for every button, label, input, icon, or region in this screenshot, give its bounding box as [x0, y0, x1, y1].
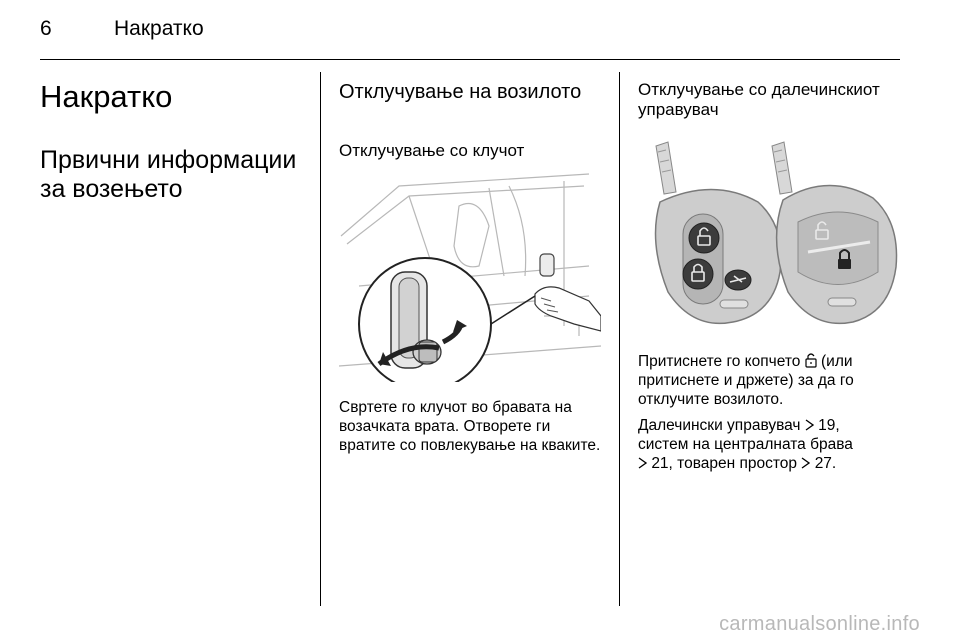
- running-header-title: Накратко: [114, 17, 204, 40]
- remote-text-after-button: (или притиснете и држете) за да го отклучите возилото.: [638, 353, 854, 408]
- unlock-button-icon: [805, 352, 817, 368]
- key-in-door-lock-illustration: [339, 166, 601, 382]
- remote-text-before-button: Притиснете го копчето: [638, 353, 801, 370]
- remote-unlock-instructions: [638, 352, 900, 480]
- cargo-space-page-ref[interactable]: 27.: [814, 455, 837, 472]
- chapter-subtitle: Првични информации за возењето: [40, 146, 297, 203]
- central-locking-and-cargo-ref[interactable]: 21, товарен простор: [651, 455, 798, 472]
- central-locking-ref-label: систем на централната брава: [638, 436, 853, 453]
- remote-control-ref-label: Далечински управувач: [638, 417, 801, 434]
- section-heading-remote-unlock: Отклучување со далечинскиот управувач: [638, 80, 880, 119]
- watermark: carmanualsonline.info: [719, 613, 920, 635]
- chapter-title: Накратко: [40, 79, 173, 114]
- subsection-heading-unlock-with-key: Отклучување со клучот: [339, 141, 525, 160]
- page-reference-arrow-icon: [638, 457, 647, 469]
- header-rule: [40, 59, 900, 60]
- remote-control-page-ref[interactable]: 19,: [818, 417, 840, 434]
- remote-key-fob-illustration: [638, 132, 900, 332]
- page-number: 6: [40, 17, 52, 40]
- page-reference-arrow-icon: [801, 457, 810, 469]
- section-heading-unlock-vehicle: Отклучување на возилото: [339, 81, 582, 103]
- column-divider-1: [320, 72, 321, 606]
- unlock-with-key-instructions: Свртете го клучот во бравата на возачката врата. Отворете ги вратите со повлекување на кваките.: [339, 399, 601, 454]
- page-reference-arrow-icon: [805, 419, 814, 431]
- column-divider-2: [619, 72, 620, 606]
